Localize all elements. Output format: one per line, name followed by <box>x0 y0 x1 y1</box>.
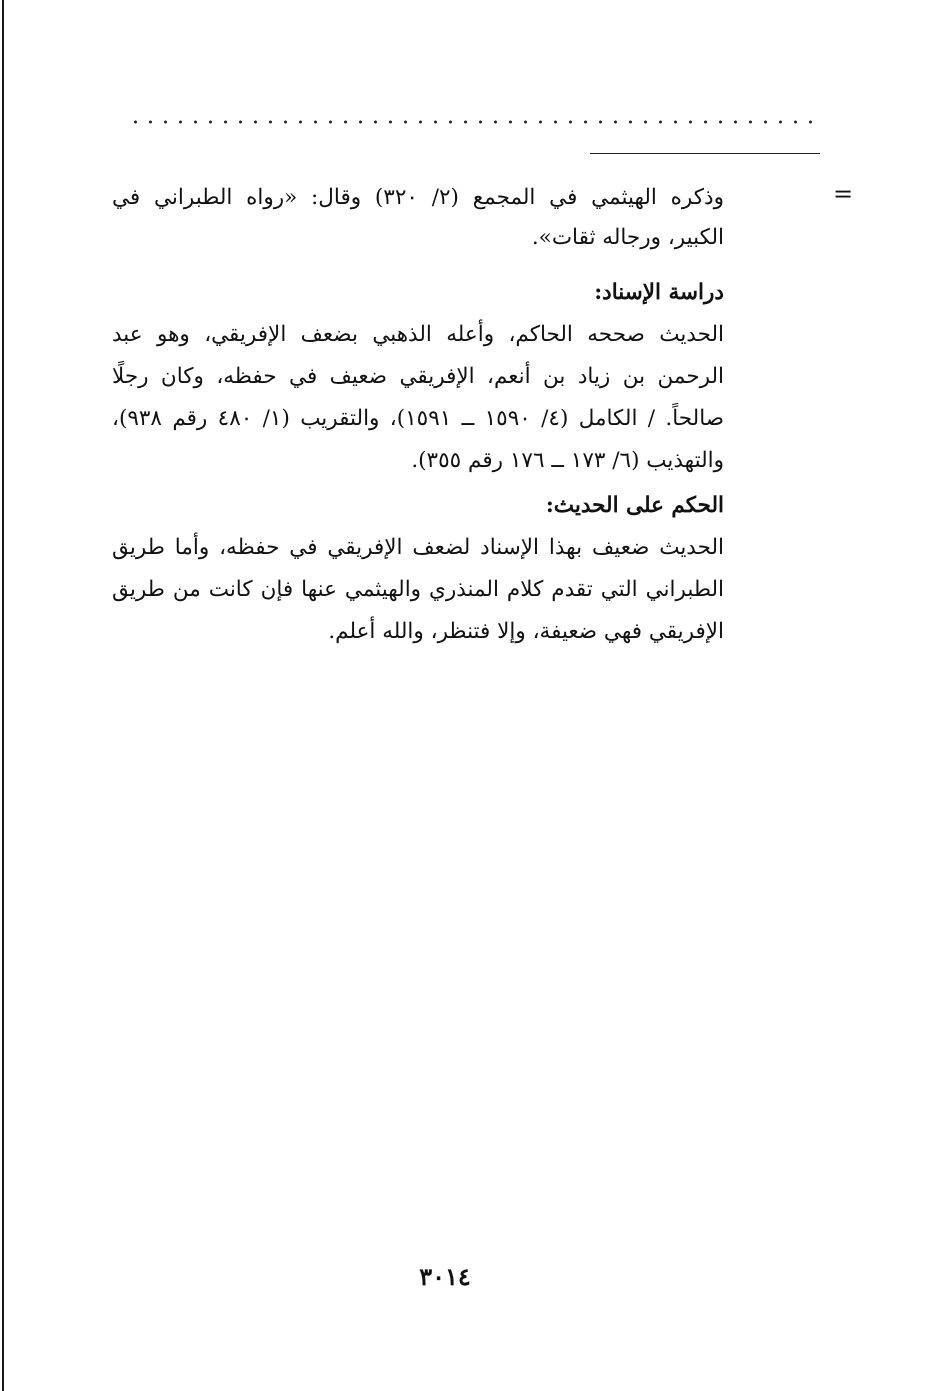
page-number: ٣٠١٤ <box>419 1262 471 1291</box>
isnad-study-heading: دراسة الإسناد: <box>594 280 724 305</box>
continuation-mark: = <box>833 180 854 208</box>
footnote-section <box>112 178 724 258</box>
footnote-rule <box>590 153 820 154</box>
footnote-text: وذكره الهيثمي في المجمع (٢/ ٣٢٠) وقال: «رواه الطبراني في الكبير، ورجاله ثقات». <box>112 185 724 250</box>
dotted-separator <box>128 120 818 124</box>
ruling-section <box>112 485 724 653</box>
ruling-text: الحديث ضعيف بهذا الإسناد لضعف الإفريقي في حفظه، وأما طريق الطبراني التي تقدم كلام المنذري والهيثمي عنها فإن كانت من طريق الإفريقي فهي ضعيفة، وإلا فتنظر، والله أعلم. <box>112 535 724 644</box>
isnad-study-text: الحديث صححه الحاكم، وأعله الذهبي بضعف الإفريقي، وهو عبد الرحمن بن زياد بن أنعم، الإفريقي ضعيف في حفظه، وكان رجلًا صالحاً. / الكامل (٤/ ١٥٩٠ ــ ١٥٩١)، والتقريب (١/ ٤٨٠ رقم ٩٣٨)، والتهذيب (٦/ ١٧٣ ــ ١٧٦ رقم ٣٥٥). <box>112 322 725 473</box>
isnad-study-section <box>112 272 724 482</box>
page-edge-line <box>2 0 4 1391</box>
ruling-heading: الحكم على الحديث: <box>545 493 724 518</box>
